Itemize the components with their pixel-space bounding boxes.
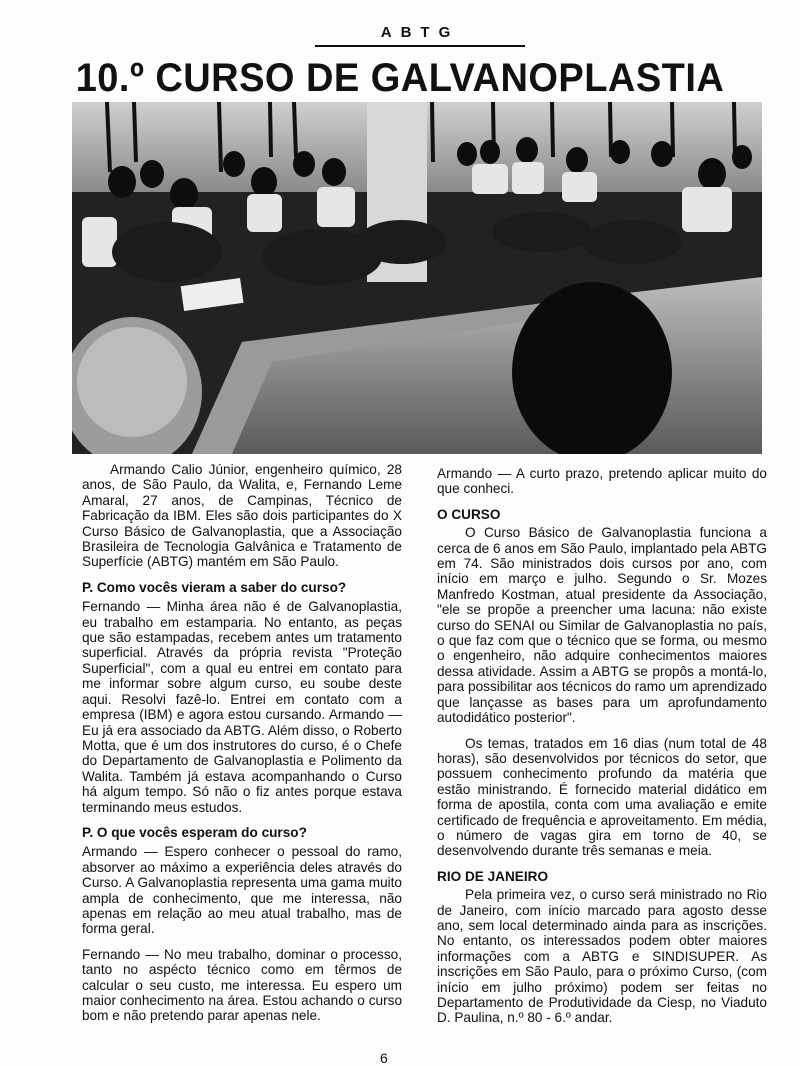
right-column [437, 466, 767, 1036]
intro-paragraph: Armando Calio Júnior, engenheiro químico, 28 anos, de São Paulo, da Walita, e, Fernando Leme Amaral, 27 anos, de Campinas, Técnico de Fabricação da IBM. Eles são dois participantes do X Curso Básico de Galvanoplastia, que a Associação Brasileira de Tecnologia Galvânica e Tratamento de Superfície (ABTG) mantém em São Paulo. [82, 462, 402, 570]
section-heading-rio: RIO DE JANEIRO [437, 868, 549, 884]
rio-paragraph: Pela primeira vez, o curso será ministrado no Rio de Janeiro, com início marcado para agosto desse ano, sem local determinado ainda para as inscrições. No entanto, os interessados podem obter maiores informações com a ABTG e SINDISUPER. As inscrições em São Paulo, para o próximo Curso, (com início em julho próximo) podem ser feitas no Departamento de Produtividade da Ciesp, no Viaduto D. Paulina, n.º 80 - 6.º andar. [437, 887, 767, 1026]
question-1: P. Como vocês vieram a saber do curso? [82, 579, 347, 595]
header-rule [315, 45, 525, 47]
section-heading-o-curso: O CURSO [437, 506, 501, 522]
answer-1: Fernando — Minha área não é de Galvanoplastia, eu trabalho em estamparia. No entanto, as peças que são estampadas, recebem antes um tratamento superficial. Através da própria revista "Proteção Superficial", com a qual eu entrei em contato para me informar sobre algum curso, eu soube deste aqui. Resolvi fazê-lo. Entrei em contato com a empresa (IBM) e agora estou cursando. Armando — Eu já era associado da ABTG. Além disso, o Roberto Motta, que é um dos instrutores do curso, é o Chefe do Departamento de Galvanoplastia e Polimento da Walita. Também já estava acompanhando o Curso há algum tempo. Só não o fiz antes porque estava terminando meus estudos. [82, 599, 402, 815]
o-curso-paragraph-2: Os temas, tratados em 16 dias (num total de 48 horas), são desenvolvidos por técnicos do setor, que possuem conhecimento profundo da matéria que estão ministrando. É fornecido material didático em forma de apostila, conta com uma avaliação e emite certificado de frequência e aproveitamento. Em média, o número de vagas gira em torno de 40, se desenvolvendo durante três semanas e meia. [437, 735, 767, 859]
classroom-photo [72, 102, 762, 454]
question-2: P. O que vocês esperam do curso? [82, 824, 307, 840]
classroom-photo-image [72, 102, 762, 454]
o-curso-paragraph-1: O Curso Básico de Galvanoplastia funciona a cerca de 6 anos em São Paulo, implantado pela ABTG em 74. São ministrados dois cursos por ano, com início em março e julho. Segundo o Sr. Mozes Manfredo Kostman, atual presidente da Associação, "ele se propõe a preencher uma lacuna: não existe curso do SENAI ou Similar de Galvanoplastia no país, o que faz com que o técnico que se forma, ou mesmo o engenheiro, não adquire conhecimentos maiores dessa atividade. Assim a ABTG se propôs a montá-lo, para possibilitar aos técnicos do ramo um aprendizado que lançasse as bases para um aprofundamento autodidático posterior". [437, 525, 767, 726]
page-number: 6 [380, 1050, 388, 1066]
answer-3: Fernando — No meu trabalho, dominar o processo, tanto no aspécto técnico como em têrmos de calcular o seu custo, me interessa. Eu espero um maior conhecimento na área. Estou achando o curso bom e não pretendo parar apenas nele. [82, 946, 402, 1024]
answer-2: Armando — Espero conhecer o pessoal do ramo, absorver ao máximo a experiência deles através do Curso. A Galvanoplastia representa uma gama muito ampla de conhecimento, que me interessa, não apenas em relação ao meu atual trabalho, mas de forma geral. [82, 844, 402, 937]
left-column [82, 462, 402, 1034]
article-title: 10.º CURSO DE GALVANOPLASTIA [75, 56, 725, 100]
section-header: ABTG [380, 24, 460, 41]
answer-4: Armando — A curto prazo, pretendo aplicar muito do que conheci. [437, 466, 767, 497]
